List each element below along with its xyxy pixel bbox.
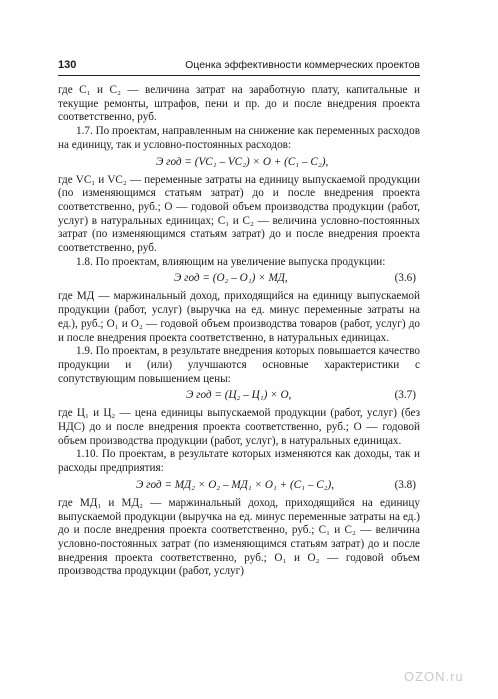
formula-expression: Э год = МД₂ × О₂ – МД₁ × О₁ + (C₁ – C₂), — [136, 478, 335, 491]
running-title: Оценка эффективности коммерческих проектов — [185, 59, 420, 71]
formula-number: (3.6) — [394, 272, 416, 285]
formula — [58, 479, 420, 493]
formula-number: (3.7) — [394, 389, 416, 402]
watermark: OZON.ru — [404, 669, 464, 684]
formula-expression: Э год = (VC₁ – VC₂) × О + (C₁ – C₂), — [156, 155, 329, 168]
formula-expression: Э год = (О₂ – О₁) × МД, — [174, 272, 288, 285]
paragraph: где VC₁ и VC₂ — переменные затраты на единицу выпускаемой продукции (по изменяющимся статьям затрат) до и после внедрения проекта соответственно, руб.; О — годовой объем производства продукции (работ, услуг) в натуральных единицах; C₁ и C₂ — величина условно-постоянных затрат (по изменяющимся статьям затрат) до и после внедрения проекта соответственно, руб. — [58, 173, 420, 255]
formula — [58, 389, 420, 403]
paragraph: 1.9. По проектам, в результате внедрения которых повышается качество продукции и (или) улучшаются основные характеристики с сопутствующим повышением цены: — [58, 345, 420, 385]
paragraph: где Ц₁ и Ц₂ — цена единицы выпускаемой продукции (работ, услуг) (без НДС) до и после внедрения проекта соответственно, руб.; О — годовой объем производства продукции (работ, услуг), в натуральных единицах. — [58, 407, 420, 447]
paragraph: 1.10. По проектам, в результате которых изменяются как доходы, так и расходы предприятия: — [58, 448, 420, 475]
paragraph: 1.8. По проектам, влияющим на увеличение выпуска продукции: — [76, 255, 386, 268]
running-header — [58, 57, 420, 76]
paragraph: где C₁ и C₂ — величина затрат на заработную плату, капитальные и текущие ремонты, штрафов, пени и пр. до и после внедрения проекта соответственно, руб. — [58, 84, 420, 124]
page-body — [58, 84, 420, 579]
page-number: 130 — [58, 59, 77, 71]
paragraph: 1.7. По проектам, направленным на снижение как переменных расходов на единицу, так и условно-постоянных расходов: — [58, 125, 420, 151]
formula-expression: Э год = (Ц₂ – Ц₁) × О, — [186, 389, 292, 402]
formula-number: (3.8) — [394, 478, 416, 491]
formula — [58, 156, 420, 170]
paragraph: где МД₁ и МД₂ — маржинальный доход, приходящийся на единицу выпускаемой продукции (выручка на ед. минус переменные затраты на ед.) до и после внедрения проекта соответственно, руб.; C₁ и C₂ — величина условно-постоянных затрат (по изменяющимся статьям затрат) до и после внедрения проекта соответственно, руб.; О₁ и О₂ — годовой объем производства продукции (работ, услуг) — [58, 496, 420, 578]
formula — [58, 272, 420, 286]
paragraph: где МД — маржинальный доход, приходящийся на единицу выпускаемой продукции (работ, услуг) (выручка на ед. минус переменные затраты на ед.), руб.; О₁ и О₂ — годовой объем производства товаров (работ, услуг) до и после внедрения проекта соответственно, в натуральных единицах. — [58, 290, 420, 344]
